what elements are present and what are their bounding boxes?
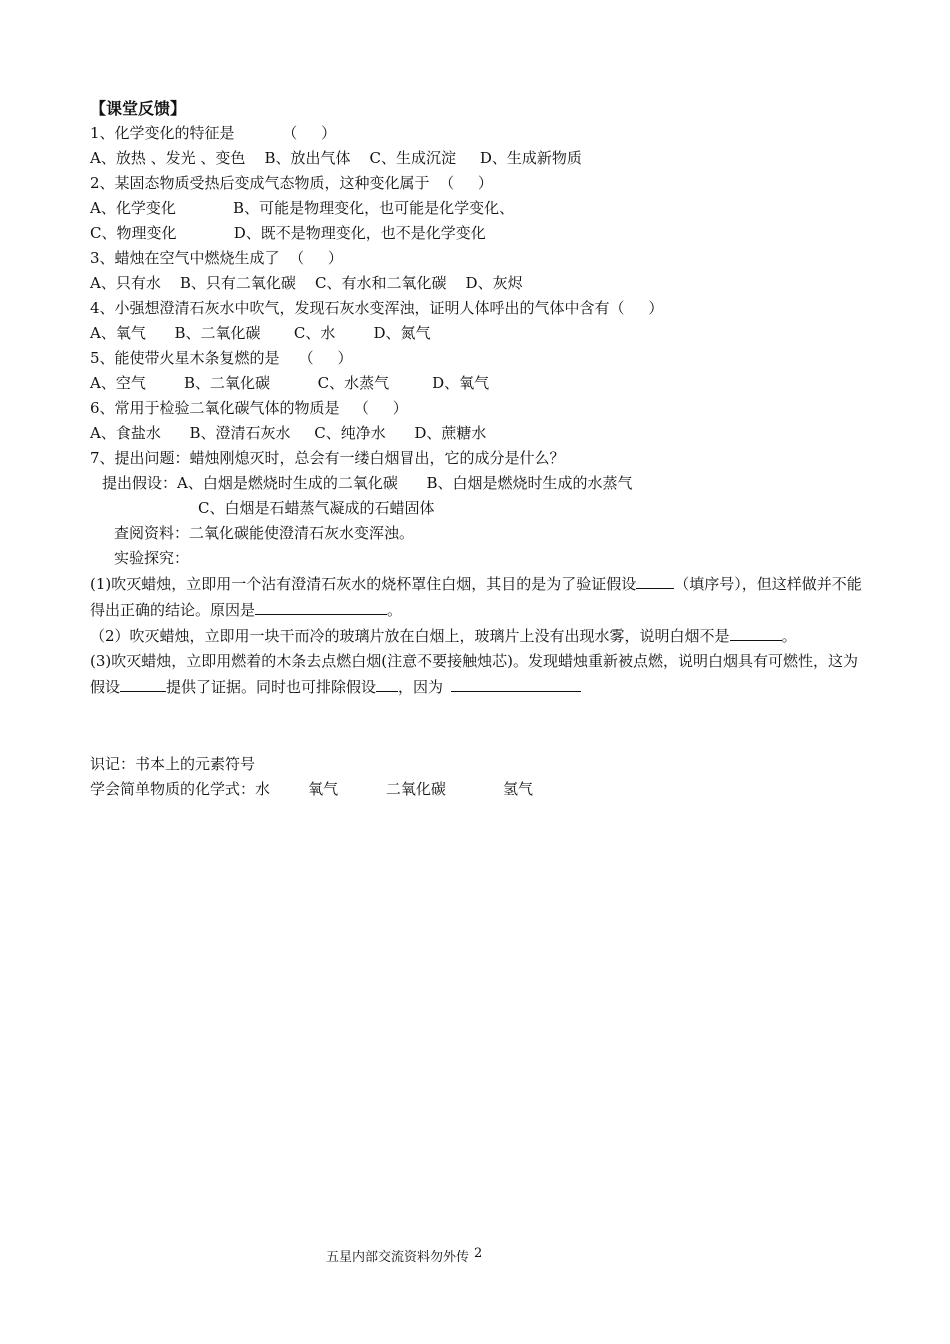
question-2-options-line1: A、化学变化 B、可能是物理变化，也可能是化学变化、 <box>90 199 515 217</box>
answer-blank[interactable] <box>255 597 387 615</box>
experiment-1-text-b: （填序号），但这样做并不能得出正确的结论。原因是 <box>90 575 862 619</box>
answer-blank[interactable] <box>451 674 581 692</box>
experiment-1-text-c: 。 <box>387 601 403 619</box>
experiment-1-text-a: (1)吹灭蜡烛，立即用一个沾有澄清石灰水的烧杯罩住白烟，其目的是为了验证假设 <box>90 575 637 593</box>
question-5-options: A、空气 B、二氧化碳 C、水蒸气 D、氧气 <box>90 374 490 392</box>
hypothesis-line-1: 提出假设：A、白烟是燃烧时生成的二氧化碳 B、白烟是燃烧时生成的水蒸气 <box>102 474 633 492</box>
answer-blank[interactable] <box>120 674 166 692</box>
spacer <box>90 700 865 752</box>
question-4-options: A、氧气 B、二氧化碳 C、水 D、氮气 <box>90 324 431 342</box>
worksheet-content <box>90 96 865 802</box>
question-4-stem: 4、小强想澄清石灰水中吹气，发现石灰水变浑浊，证明人体呼出的气体中含有（ ） <box>90 299 664 317</box>
question-2-stem: 2、某固态物质受热后变成气态物质，这种变化属于 （ ） <box>90 174 493 192</box>
question-7-stem: 7、提出问题：蜡烛刚熄灭时，总会有一缕白烟冒出，它的成分是什么？ <box>90 449 565 467</box>
answer-blank[interactable] <box>730 623 782 641</box>
experiment-2 <box>90 623 865 649</box>
experiment-3-text-c: ，因为 <box>398 678 444 696</box>
page-number: 2 <box>474 1246 483 1261</box>
answer-blank[interactable] <box>636 571 674 589</box>
question-1-stem: 1、化学变化的特征是 （ ） <box>90 124 337 142</box>
experiment-3-text-b: 提供了证据。同时也可排除假设 <box>166 678 377 696</box>
question-2-options-line2: C、物理变化 D、既不是物理变化，也不是化学变化 <box>90 224 486 242</box>
experiment-2-text-b: 。 <box>781 627 797 645</box>
question-3-options: A、只有水 B、只有二氧化碳 C、有水和二氧化碳 D、灰烬 <box>90 274 523 292</box>
experiment-1 <box>90 571 865 623</box>
question-6-options: A、食盐水 B、澄清石灰水 C、纯净水 D、蔗糖水 <box>90 424 487 442</box>
experiment-label: 实验探究： <box>114 549 190 567</box>
reference-text: 查阅资料：二氧化碳能使澄清石灰水变浑浊。 <box>114 524 415 542</box>
section-heading: 【课堂反馈】 <box>90 99 187 118</box>
question-1-options: A、放热 、发光 、变色 B、放出气体 C、生成沉淀 D、生成新物质 <box>90 149 582 167</box>
memo-line-1: 识记：书本上的元素符号 <box>90 755 256 773</box>
experiment-3 <box>90 649 865 700</box>
memo-line-2: 学会简单物质的化学式：水 氧气 二氧化碳 氢气 <box>90 780 534 798</box>
experiment-2-text-a: （2）吹灭蜡烛，立即用一块干而冷的玻璃片放在白烟上，玻璃片上没有出现水雾，说明白烟不是 <box>90 627 730 645</box>
footer-text: 五星内部交流资料勿外传 <box>326 1250 470 1265</box>
question-6-stem: 6、常用于检验二氧化碳气体的物质是 （ ） <box>90 399 408 417</box>
question-5-stem: 5、能使带火星木条复燃的是 （ ） <box>90 349 353 367</box>
answer-blank[interactable] <box>376 674 398 692</box>
question-3-stem: 3、蜡烛在空气中燃烧生成了 （ ） <box>90 249 343 267</box>
hypothesis-line-2: C、白烟是石蜡蒸气凝成的石蜡固体 <box>198 499 435 517</box>
experiment-3-text-a: (3)吹灭蜡烛，立即用燃着的木条去点燃白烟(注意不要接触烛芯)。发现蜡烛重新被点燃，说明白烟具有可燃性，这为假设 <box>90 652 858 696</box>
